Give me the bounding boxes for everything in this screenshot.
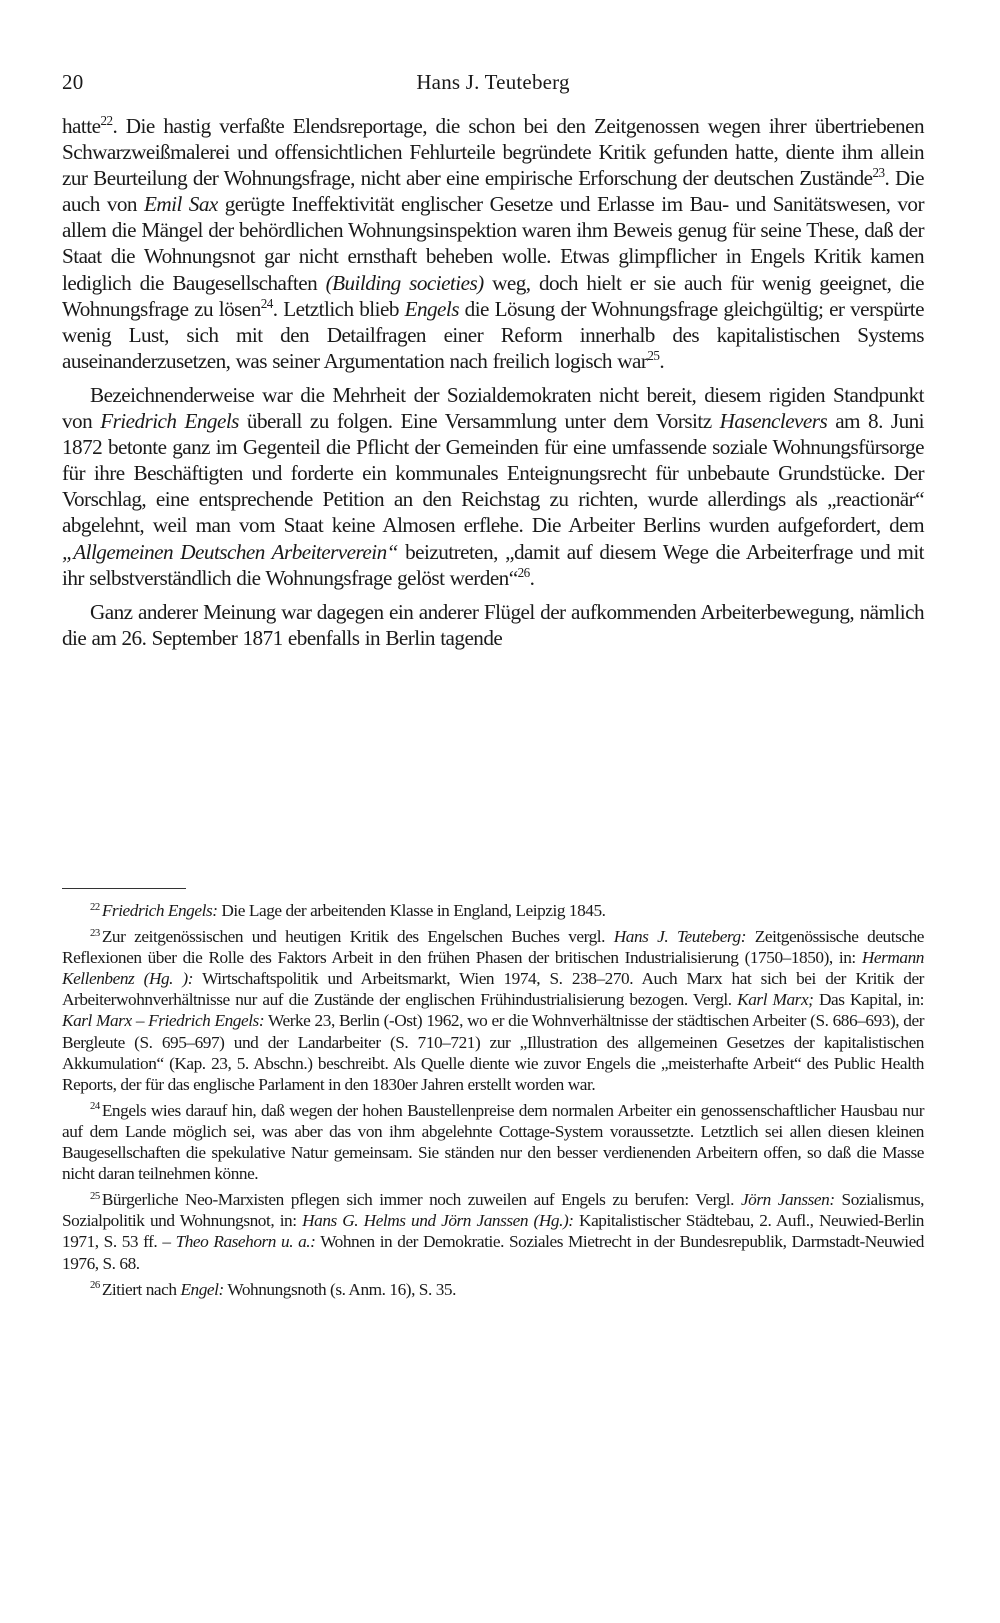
footnote-ref-25[interactable]: 25 [647, 347, 660, 363]
footnote-number: 22 [90, 900, 100, 913]
footnote-separator [62, 888, 186, 889]
footnote-number: 26 [90, 1279, 100, 1292]
term-building-societies: (Building societies) [325, 270, 484, 295]
footnote-24: $^{24}$ Engels wies darauf hin, daß wegen der hohen Baustellenpreise dem normalen Arbeiter ein genossenschaftlicher Hausbau nur auf dem Lande möglich sei, was aber das von ihm abgelehnte Cottage-System voraussetzte. Letztlich sei allen diesen kleinen Baugesellschaften die spekulative Natur gemeinsam. Sie ständen nur den besser verdienenden Arbeitern offen, so daß die Masse nicht daran teilnehmen könne. [62, 1100, 924, 1184]
name-friedrich-engels: Friedrich Engels [100, 409, 239, 434]
footnote-23: $^{23}$ Zur zeitgenössischen und heutigen Kritik des Engelschen Buches vergl. Hans J. Teuteberg: Zeitgenössische deutsche Reflexionen über die Rolle des Faktors Arbeit in den frühen Phasen der britischen Industrialisierung (1750–1850), in: Hermann Kellenbenz (Hg. ): Wirtschaftspolitik und Arbeitsmarkt, Wien 1974, S. 238–270. Auch Marx hat sich bei der Kritik der Arbeiterwohnverhältnisse nur auf die Zustände der englischen Frühindustrialisierung bezogen. Vergl. Karl Marx; Das Kapital, in: Karl Marx – Friedrich Engels: Werke 23, Berlin (-Ost) 1962, wo er die Wohnverhältnisse der städtischen Arbeiter (S. 686–693), der Bergleute (S. 695–697) und der Landarbeiter (S. 710–721) zur „Illustration des allgemeinen Gesetzes der kapitalistischen Akkumulation“ (Kap. 23, 5. Abschn.) beschreibt. Als Quelle diente wie zuvor Engels die „meisterhafte Arbeit“ des Public Health Reports, der für das englische Parlament in den 1830er Jahren erstellt worden war. [62, 926, 924, 1094]
footnote-ref-23[interactable]: 23 [872, 165, 885, 181]
footnote-25: $^{25}$ Bürgerliche Neo-Marxisten pflegen sich immer noch zuweilen auf Engels zu berufen: Vergl. Jörn Janssen: Sozialismus, Sozialpolitik und Wohnungsnot, in: Hans G. Helms und Jörn Janssen (Hg.): Kapitalistischer Städtebau, 2. Aufl., Neuwied-Berlin 1971, S. 53 ff. – Theo Rasehorn u. a.: Wohnen in der Demokratie. Soziales Mietrecht in der Bundesrepublik, Darmstadt-Neuwied 1976, S. 68. [62, 1189, 924, 1273]
paragraph-3: Ganz anderer Meinung war dagegen ein anderer Flügel der aufkommenden Arbeiterbewegung, nämlich die am 26. September 1871 ebenfalls in Berlin tagende [62, 599, 924, 650]
footnote-number: 24 [90, 1100, 100, 1113]
name-hasenclevers: Hasenclevers [719, 409, 828, 434]
footnote-ref-24[interactable]: 24 [260, 295, 273, 311]
footnote-number: 25 [90, 1189, 100, 1202]
footnote-22: $^{22}$ Friedrich Engels: Die Lage der arbeitenden Klasse in England, Leipzig 1845. [90, 900, 606, 920]
name-engels: Engels [404, 296, 459, 321]
running-title-author: Hans J. Teuteberg [416, 70, 570, 94]
footnote-ref-22[interactable]: 22 [100, 113, 113, 129]
page-number: 20 [62, 70, 84, 94]
running-head [62, 70, 924, 98]
name-arbeiterverein: „Allgemeinen Deutschen Arbeiterverein“ [62, 539, 398, 564]
footnotes [62, 900, 924, 1300]
paragraph-1: hatte$^{22}$. Die hastig verfaßte Elendsreportage, die schon bei den Zeitgenossen wegen ihrer übertriebenen Schwarzweißmalerei und offensichtlichen Fehlurteile begründete Kritik gefunden hatte, diente ihm allein zur Beurteilung der Wohnungsfrage, nicht aber eine empirische Erforschung der deutschen Zustände$^{23}$. Die auch von Emil Sax gerügte Ineffektivität englischer Gesetze und Erlasse im Bau- und Sanitätswesen, vor allem die Mängel der behördlichen Wohnungsinspektion waren ihm Beweis genug für seine These, daß der Staat die Wohnungsnot gar nicht ernsthaft beheben wolle. Etwas glimpflicher in Engels Kritik kamen lediglich die Baugesellschaften (Building societies) weg, doch hielt er sie auch für wenig geeignet, die Wohnungsfrage zu lösen$^{24}$. Letztlich blieb Engels die Lösung der Wohnungsfrage gleichgültig; er verspürte wenig Lust, sich mit den Detailfragen einer Reform innerhalb des kapitalistischen Systems auseinanderzusetzen, was seiner Argumentation nach freilich logisch war$^{25}$. [62, 113, 925, 373]
footnote-number: 23 [90, 926, 100, 939]
main-text [62, 113, 924, 651]
paragraph-2: Bezeichnenderweise war die Mehrheit der Sozialdemokraten nicht bereit, diesem rigiden Standpunkt von Friedrich Engels überall zu folgen. Eine Versammlung unter dem Vorsitz Hasenclevers am 8. Juni 1872 betonte ganz im Gegenteil die Pflicht der Gemeinden für eine umfassende soziale Wohnungsfürsorge für ihre Beschäftigten und forderte ein kommunales Enteignungsrecht für unbebaute Grundstücke. Der Vorschlag, eine entsprechende Petition an den Reichstag zu richten, wurde allerdings als „reactionär“ abgelehnt, weil man vom Staat keine Almosen erflehe. Die Arbeiter Berlins wurden aufgefordert, dem „Allgemeinen Deutschen Arbeiterverein“ beizutreten, „damit auf diesem Wege die Arbeiterfrage und mit ihr selbstverständlich die Wohnungsfrage gelöst werden“$^{26}$. [62, 382, 924, 590]
name-emil-sax: Emil Sax [143, 192, 218, 217]
footnote-26: $^{26}$ Zitiert nach Engel: Wohnungsnoth (s. Anm. 16), S. 35. [90, 1279, 456, 1299]
footnote-ref-26[interactable]: 26 [517, 564, 530, 580]
